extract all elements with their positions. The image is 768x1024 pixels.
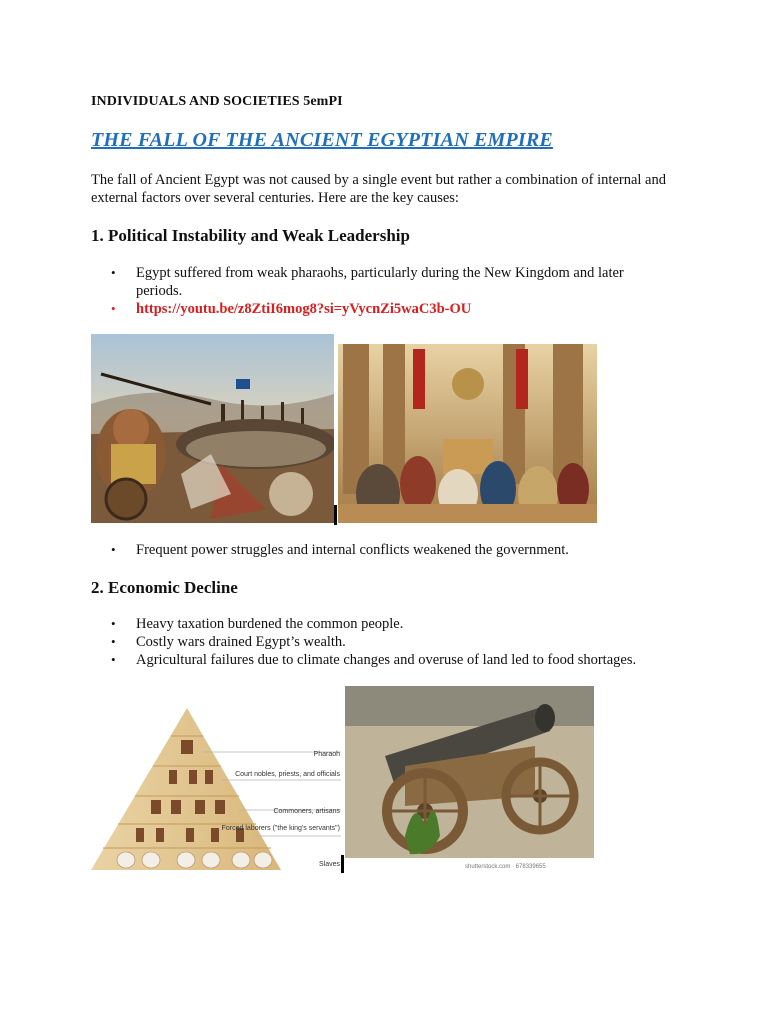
pyramid-label-laborers: Forced laborers ("the king's servants") <box>221 825 340 832</box>
image-watermark: shutterstock.com · 678339655 <box>465 864 546 870</box>
section-heading-economic: 2. Economic Decline <box>91 578 238 597</box>
political-bullet-list-2 <box>91 541 671 559</box>
list-item-text: Agricultural failures due to climate changes and overuse of land led to food shortages. <box>136 652 637 668</box>
bullet-icon: • <box>111 265 116 280</box>
course-header: INDIVIDUALS AND SOCIETIES 5emPI <box>91 94 343 109</box>
social-pyramid-diagram <box>91 700 343 872</box>
list-item-text: Frequent power struggles and internal conflicts weakened the government. <box>136 542 569 558</box>
cannon-photo <box>345 686 594 872</box>
list-item <box>91 633 671 651</box>
list-item-link[interactable] <box>91 300 671 318</box>
social-pyramid-image <box>91 700 343 872</box>
list-item <box>91 541 671 559</box>
cannon-image <box>345 686 594 872</box>
youtube-link[interactable]: https://youtu.be/z8ZtiI6mog8?si=yVycnZi5waC3b-OU <box>136 301 472 317</box>
battle-image <box>91 334 334 523</box>
text-cursor <box>334 505 337 525</box>
list-item-text: Heavy taxation burdened the common people. <box>136 616 404 632</box>
bullet-icon: • <box>111 616 116 631</box>
temple-illustration <box>338 344 597 523</box>
temple-image <box>338 344 597 523</box>
battle-illustration <box>91 334 334 523</box>
bullet-icon: • <box>111 652 116 667</box>
list-item <box>91 264 671 300</box>
bullet-icon: • <box>111 301 116 316</box>
pyramid-label-commoners: Commoners, artisans <box>273 808 340 815</box>
bullet-icon: • <box>111 542 116 557</box>
intro-paragraph: The fall of Ancient Egypt was not caused by a single event but rather a combination of internal and external factors over several centuries. Here are the key causes: <box>91 172 666 206</box>
text-cursor <box>341 855 344 873</box>
pyramid-label-slaves: Slaves <box>318 861 340 868</box>
economic-bullet-list <box>91 615 671 669</box>
list-item <box>91 615 671 633</box>
pyramid-label-pharaoh: Pharaoh <box>313 751 340 758</box>
political-bullet-list <box>91 264 671 318</box>
list-item <box>91 651 671 669</box>
pyramid-label-nobles: Court nobles, priests, and officials <box>235 771 340 778</box>
bullet-icon: • <box>111 634 116 649</box>
list-item-text: Egypt suffered from weak pharaohs, particularly during the New Kingdom and later periods. <box>136 265 624 299</box>
list-item-text: Costly wars drained Egypt’s wealth. <box>136 634 346 650</box>
section-heading-political: 1. Political Instability and Weak Leadership <box>91 226 410 245</box>
document-title: THE FALL OF THE ANCIENT EGYPTIAN EMPIRE <box>91 129 553 151</box>
